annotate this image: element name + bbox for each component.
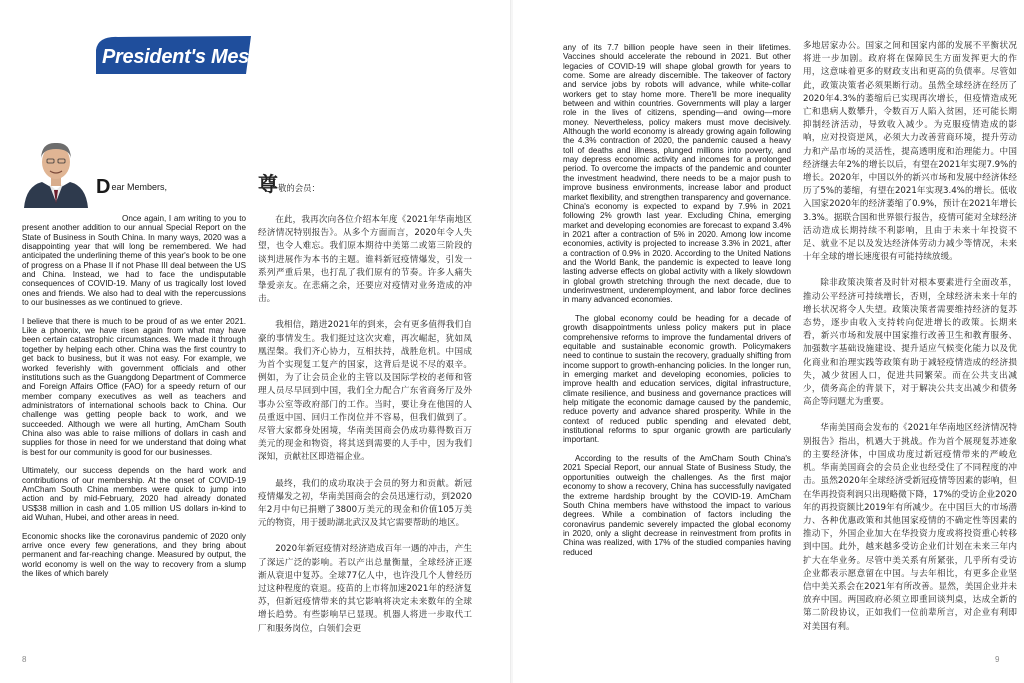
english-paragraph: I believe that there is much to be proud of as we enter 2021. Like a phoenix, we have risen again from what may have been certain catastrophic circumstances. We made it through together by helping each other. China was the first country to get back to business, but it was not easy. For example, we worked feverishly with government officials and other institutions such as the Guangdong Department of Commerce and Foreign Affairs Office (FAO) for a speedy return of our member company executives as well as teachers and administrators of international schools back to China. Our challenge was getting people back to work, and we succeeded. Although we were all hurting, AmCham South China also was able to raise millions of dollars in cash and supplies for those in need for we understand that doing what is best for our community is good for our businesses. xyxy=(22,316,246,457)
chinese-paragraph: 2020年新冠疫情对经济造成百年一遇的冲击，产生了深远广泛的影响。若以产出总量衡量，全球经济正逐渐从衰退中复苏。全球77亿人中，也许没几个人曾经历过这种程度的衰退。疫苗的上市将加速2021年的经济复苏，但新冠疫情带来的其它影响将决定未来数年的全球增长趋势。有些影响早已显现。机器人将进一步取代工厂和服务岗位，白领们会更 xyxy=(258,544,472,634)
page-title: President's Message·会长致辞 xyxy=(102,46,379,68)
dear-drop-cap: D xyxy=(96,176,111,198)
left-page xyxy=(0,0,511,683)
chinese-column-1 xyxy=(258,214,472,661)
salutation-big-char: 尊 xyxy=(258,172,278,196)
chinese-paragraph: 我相信，踏进2021年的到来，会有更多值得我们自豪的事情发生。我们挺过这次灾难，再次崛起，犹如凤凰涅槃。我们齐心协力，互相扶持，战胜危机。中国成为首个实现复工复产的国家，这背后是说不尽的艰辛。例如，为了让会员企业的主管以及国际学校的老师和管理人员尽早回到中国，我们全力配合广东省商务厅及外事办公室等政府部门的工作。当时，要让身在他国的人员重返中国、回归工作岗位并不容易，但我们做到了。尽管大家都身处困境，华南美国商会仍成功募得数百万美元的现金和物资，将其送到需要的人手中，因为我们深知，贡献社区即造福企业。 xyxy=(258,320,472,463)
page-number-left: 8 xyxy=(22,655,27,664)
salutation-rest: 敬的会员： xyxy=(278,183,320,193)
president-portrait xyxy=(20,132,92,208)
english-paragraph: Once again, I am writing to you to present another addition to our annual Special Report on the State of Business in South China. In many ways, 2020 was a disappointing year that will long be remembered. We had anticipated the underlining theme of this year's book to be one of progress on a Phase II if not Phase III deal between the US and China. Instead, we had to face the undisputable consequences of COVID-19. Many of us tragically lost loved ones and friends. We also had to deal with the repercussions to our businesses as we continued to grieve. xyxy=(22,214,246,308)
chinese-paragraph: 最终，我们的成功取决于会员的努力和贡献。新冠疫情爆发之初，华南美国商会的会员迅速行动，到2020年2月中旬已捐赠了3800万美元的现金和价值105万美元的物资，用于援助湖北武汉及其它需要帮助的地区。 xyxy=(258,478,472,529)
english-paragraph: The global economy could be heading for a decade of growth disappointments unless policy makers put in place comprehensive reforms to improve the fundamental drivers of equitable and sustainable economic growth. Policymakers need to continue to sustain the recovery, gradually shifting from income support to growth-enhancing policies. In the longer run, in emerging market and developing economies, policies to improve health and education services, digital infrastructure, climate resilience, and business and governance practices will help mitigate the economic damage caused by the pandemic, reduce poverty and advance shared prosperity. While in the context of reduced public spending and elevated debt, institutional reforms to spur organic growth are particularly important. xyxy=(563,313,791,445)
chinese-column-2 xyxy=(803,40,1017,640)
chinese-paragraph: 除非政策决策者及时针对根本要素进行全面改革，推动公平经济可持续增长，否则，全球经济未来十年的增长状况将令人失望。政策决策者需要维持经济的复苏态势，逐步由收入支持转向促进增长的政策。长期来看，新兴市场和发展中国家推行改善卫生和教育服务、加强数字基础设施建设、提升适应气候变化能力以及优化商业和治理实践等政策有助于减轻疫情造成的经济损失，减少贫困人口，促进共同繁荣。而在公共支出减少，债务高企的背景下，对于解决公共支出减少和债务高企等问题尤为重要。 xyxy=(803,278,1017,408)
english-column-1 xyxy=(22,214,246,659)
chinese-paragraph: 在此，我再次向各位介绍本年度《2021年华南地区经济情况特别报告》。从多个方面而言，2020年令人失望，也令人难忘。我们原本期待中美第二或第三阶段的谈判进展作为本书的主题。谁料新冠疫情爆发，引发一系列严重后果，也打乱了我们原有的节奏。许多人痛失挚爱亲友。在悲痛之余，还要应对疫情对业务造成的冲击。 xyxy=(258,215,472,305)
chinese-paragraph: 华南美国商会发布的《2021年华南地区经济情况特别报告》指出，机遇大于挑战。作为首个展现复苏迹象的主要经济体，中国成功度过新冠疫情带来的严峻危机。华南美国商会的会员企业也经受住了不同程度的冲击。虽然2020年全球经济受新冠疫情等因素的影响，但在华再投资利润只出现略微下降，17%的受访企业2020年的再投资额比2019年有所减少。在中国巨大的市场潜力、各种优惠政策和其他国家疫情的不确定性等因素的推动下，外国企业加大在华投资力度或将投资重心转移到中国。此外，越来越多受访企业们计划在未来三年内扩大在华业务。尽管中美关系有所紧张，几乎所有受访企业都表示愿意留在中国。与去年相比，有更多企业坚信中美关系会在2021年有所改善。显然，美国企业并未放弃中国。两国政府必须立即重回谈判桌，达成全新的第二阶段协议，正如我们一位前辈所言，对企业有利即对美国有利。 xyxy=(803,423,1017,632)
chinese-paragraph: 多地居家办公。国家之间和国家内部的发展不平衡状况将进一步加剧。政府将在保障民生方面发挥更大的作用，这意味着更多的财政支出和更高的负债率。尽管如此，政策决策者必须果断行动。虽然全球经济在经历了2020年4.3%的萎缩后已实现再次增长，但疫情造成死亡和患病人数攀升，令数百万人陷入贫困，还可能长期抑制经济活动，导致收入减少。为克服疫情造成的影响，应对投资逆风，必须大力改善营商环境，提升劳动力和产品市场的灵活性，提高透明度和治理能力。中国经济继去年2%的增长以后，有望在2021年实现7.9%的增长。2020年，中国以外的新兴市场和发展中经济体经历了5%的萎缩，有望在2021年实现3.4%的增长。低收入国家2020年的经济萎缩了0.9%，预计在2021年增长3.3%。据联合国和世界银行报告，疫情可能对全球经济活动造成长期持续不利影响，且由于未来十年投资不足、就业不足以及发达经济体劳动力减少等情况，未来十年全球的增长速度很有可能持续放缓。 xyxy=(803,41,1017,263)
dear-members xyxy=(96,178,246,196)
page-number-right: 9 xyxy=(995,655,1000,664)
chinese-salutation xyxy=(258,172,472,196)
english-paragraph: According to the results of the AmCham South China's 2021 Special Report, our annual State of Business Study, the opportunities outweigh the challenges. As the first major economy to show a recovery, China has successfully navigated the extreme hardship brought by the COVID-19. AmCham South China members have withstood the impact to various degrees. While a combination of factors including the coronavirus pandemic severely impacted the global economy in 2020, only a slight decrease in reinvestment from profits in China was realized, with 17% of the studied companies having reduced xyxy=(563,454,791,557)
english-paragraph: any of its 7.7 billion people have seen in their lifetimes. Vaccines should accelerate the rebound in 2021. But other legacies of COVID-19 will shape global growth for years to come. Some are already discernible. The takeover of factory and service jobs by robots will advance, while white-collar workers get to stay home more. There'll be more inequality between and within countries. Governments will play a larger role in the lives of citizens, spending—and owing—more money. Nevertheless, policy makers must move decisively. Although the world economy is already growing again following the 4.3% contraction of 2020, the pandemic caused a heavy toll of deaths and illness, plunged millions into poverty, and may depress economic activity and incomes for a prolonged period. To overcome the impacts of the pandemic and counter the investment headwind, there needs to be a major push to improve business environments, increase labor and product market flexibility, and strengthen transparency and governance. China's economy is expected to expand by 7.9% in 2021 following 2% growth last year. Excluding China, emerging market and developing economies are forecast to expand 3.4% in 2021 after a contraction of 5% in 2020. Among low income economies, activity is projected to increase 3.3% in 2021, after a contraction of 0.9% in 2020. According to the United Nations and the World Bank, the pandemic is expected to leave long lasting adverse effects on global activity with a likely slowdown in global growth stretching through the next decade, due to underinvestment, underemployment, and labor force declines in many advanced economies. xyxy=(563,43,791,305)
english-paragraph: Ultimately, our success depends on the hard work and contributions of our membership. At the onset of COVID-19 AmCham South China members were quick to jump into action and by mid-February, 2020 had already donated US$38 million in cash and 1.05 million US dollars in-kind to aid Wuhan, Hubei, and other areas in need. xyxy=(22,466,246,522)
english-paragraph: Economic shocks like the coronavirus pandemic of 2020 only arrive once every few generations, and they bring about permanent and far-reaching change. Measured by output, the world economy is well on the way to recovery from a slump the likes of which barely xyxy=(22,531,246,579)
right-page xyxy=(513,0,1024,683)
dear-salutation: ear Members, xyxy=(111,182,167,192)
english-column-2 xyxy=(563,43,791,673)
